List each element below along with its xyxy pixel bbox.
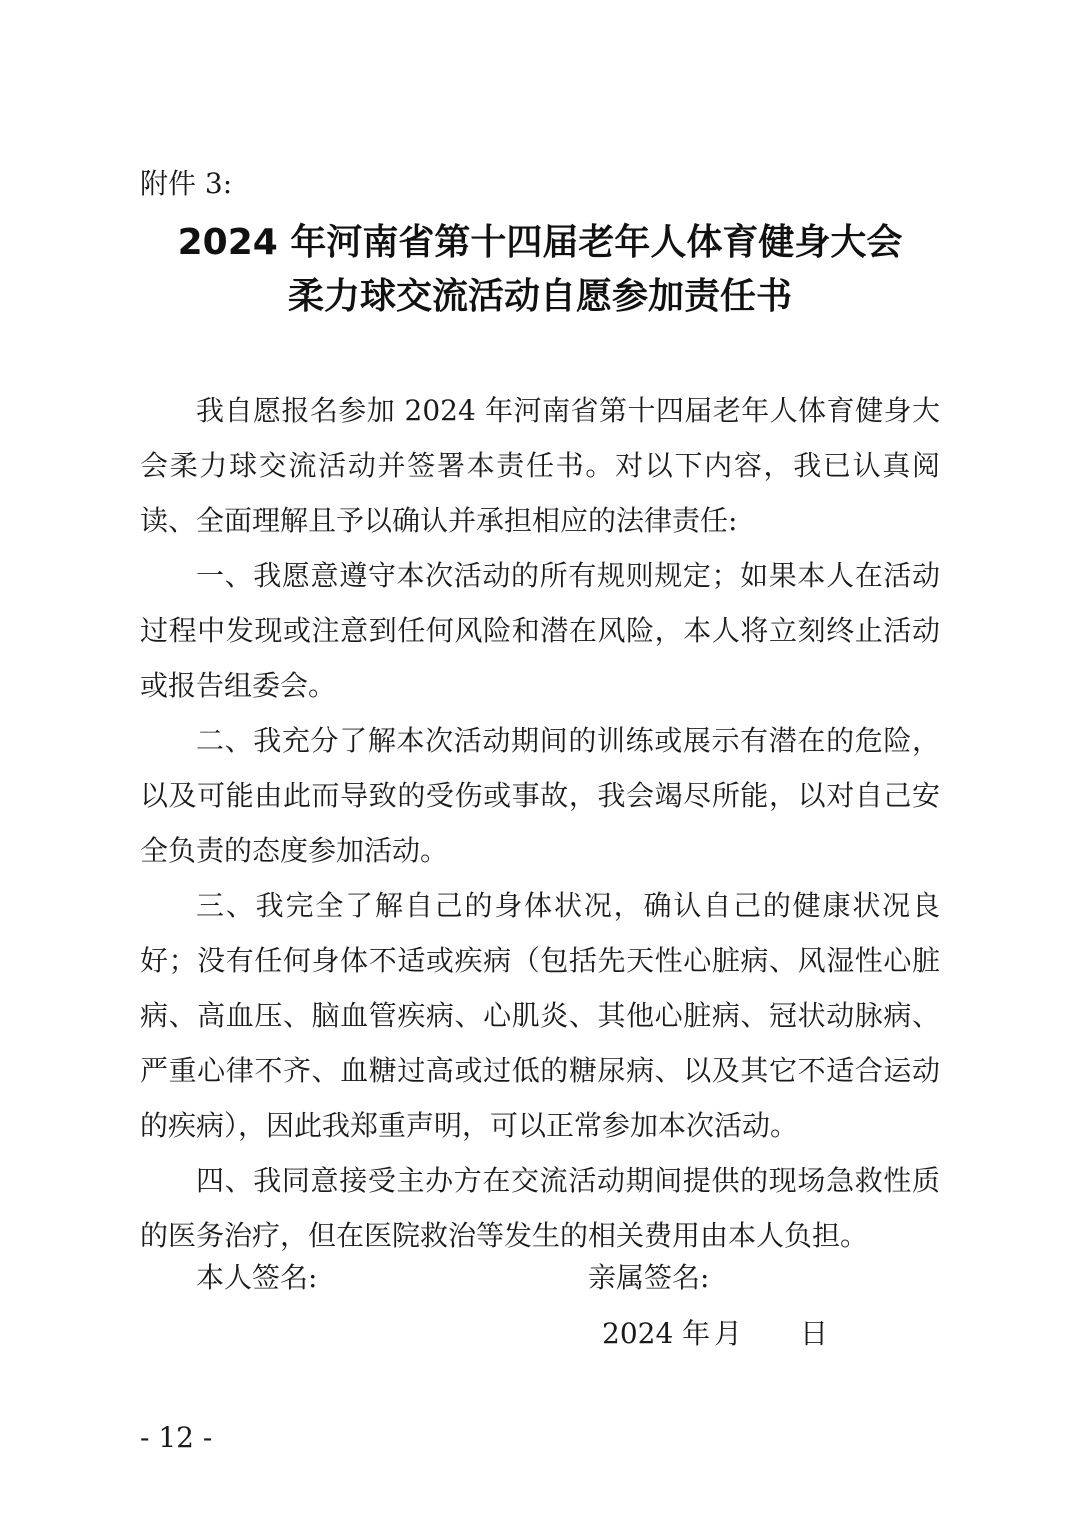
document-body (140, 383, 940, 1263)
relative-signature-label: 亲属签名: (588, 1261, 710, 1294)
paragraph-clause-4: 四、我同意接受主办方在交流活动期间提供的现场急救性质的医务治疗，但在医院救治等发生的相关费用由本人负担。 (140, 1164, 940, 1252)
self-signature-label: 本人签名: (196, 1261, 318, 1294)
paragraph-clause-3: 三、我完全了解自己的身体状况，确认自己的健康状况良好；没有任何身体不适或疾病（包括先天性心脏病、风湿性心脏病、高血压、脑血管疾病、心肌炎、其他心脏病、冠状动脉病、严重心律不齐、血糖过高或过低的糖尿病、以及其它不适合运动的疾病），因此我郑重声明，可以正常参加本次活动。 (140, 889, 940, 1142)
paragraph-clause-2: 二、我充分了解本次活动期间的训练或展示有潜在的危险，以及可能由此而导致的受伤或事故，我会竭尽所能，以对自己安全负责的态度参加活动。 (140, 724, 940, 867)
attachment-label: 附件 3: (140, 167, 233, 200)
date-month: 月 (714, 1317, 743, 1350)
page-number: - 12 - (140, 1421, 213, 1454)
document-title-line-2: 柔力球交流活动自愿参加责任书 (287, 276, 792, 317)
date-day: 日 (800, 1317, 829, 1350)
document-title-line-1: 2024 年河南省第十四届老年人体育健身大会 (177, 222, 903, 263)
date-year: 2024 年 (602, 1317, 711, 1350)
paragraph-intro: 我自愿报名参加 2024 年河南省第十四届老年人体育健身大会柔力球交流活动并签署本责任书。对以下内容，我已认真阅读、全面理解且予以确认并承担相应的法律责任: (140, 394, 940, 537)
paragraph-clause-1: 一、我愿意遵守本次活动的所有规则规定；如果本人在活动过程中发现或注意到任何风险和潜在风险，本人将立刻终止活动或报告组委会。 (140, 559, 940, 702)
date-line (602, 1306, 828, 1361)
